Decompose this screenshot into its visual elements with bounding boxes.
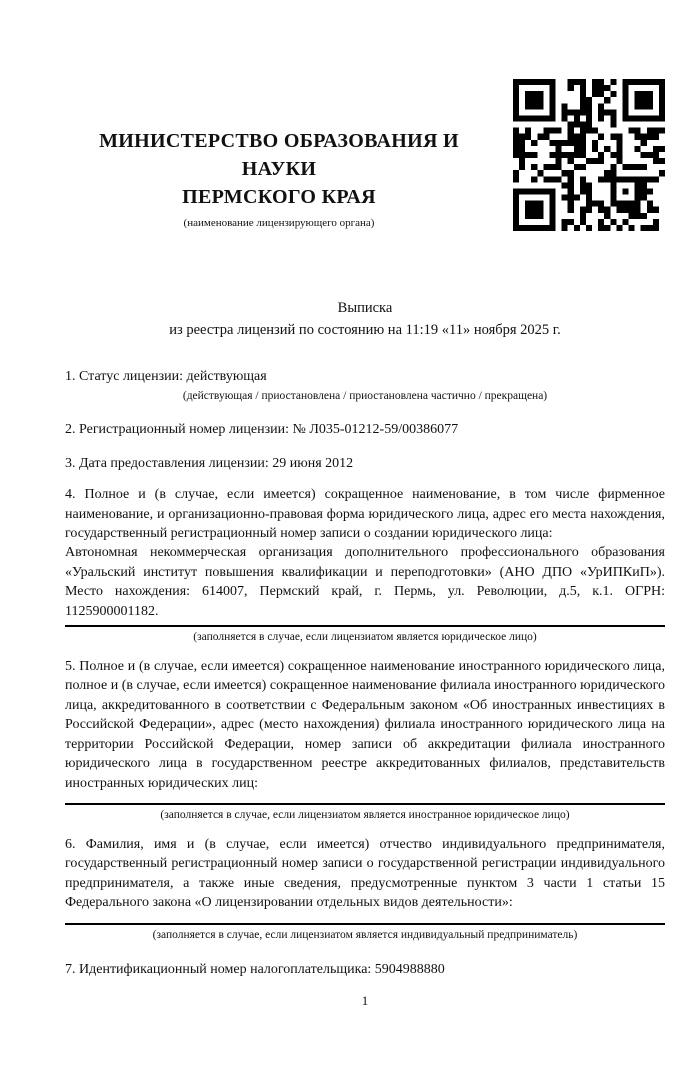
item-legal-entity xyxy=(65,485,665,644)
document-title-line1: Выписка xyxy=(337,300,393,316)
foreign-entity-caption: (заполняется в случае, если лицензиатом является иностранное юридическое лицо) xyxy=(160,808,570,821)
registration-number-text: 2. Регистрационный номер лицензии: № Л035-01212-59/00386077 xyxy=(65,422,459,438)
entrepreneur-label: 6. Фамилия, имя и (в случае, если имеется) отчество индивидуального предпринимателя, государственный регистрационный номер записи о государственной регистрации индивидуального предпринимателя, а также иные сведения, предусмотренные пунктом 3 части 1 статьи 15 Федерального закона «О лицензировании отдельных видов деятельности»: xyxy=(65,836,665,911)
item-license-date xyxy=(65,454,665,473)
license-extract-page xyxy=(0,79,700,1068)
ministry-name-line1: МИНИСТЕРСТВО ОБРАЗОВАНИЯ И НАУКИ xyxy=(99,130,459,180)
qr-code xyxy=(513,79,665,231)
item-foreign-entity xyxy=(65,657,665,822)
ministry-caption: (наименование лицензирующего органа) xyxy=(183,217,375,229)
foreign-entity-rule xyxy=(65,803,665,805)
item-registration-number xyxy=(65,420,665,439)
license-date-text: 3. Дата предоставления лицензии: 29 июня 2012 xyxy=(65,455,354,471)
legal-entity-label: 4. Полное и (в случае, если имеется) сокращенное наименование, в том числе фирменное наименование, и организационно-правовая форма юридического лица, адрес его места нахождения, государственный регистрационный номер записи о создании юридического лица: xyxy=(65,487,665,542)
page-number: 1 xyxy=(361,992,369,1008)
item-taxpayer-id xyxy=(65,960,665,979)
legal-entity-value: Автономная некоммерческая организация дополнительного профессионального образования «Уральский институт повышения квалификации и переподготовки» (АНО ДПО «УрИПКиП»). Место нахождения: 614007, Пермский край, г. Пермь, ул. Революции, д.5, к.1. ОГРН: 1125900001182. xyxy=(65,545,665,619)
entrepreneur-caption: (заполняется в случае, если лицензиатом является индивидуальный предприниматель) xyxy=(152,928,578,941)
document-title xyxy=(65,297,665,341)
item-entrepreneur xyxy=(65,835,665,942)
entrepreneur-rule xyxy=(65,923,665,925)
document-header xyxy=(65,79,665,231)
document-title-line2: из реестра лицензий по состоянию на 11:19 «11» ноября 2025 г. xyxy=(169,322,561,338)
licensing-authority-block xyxy=(65,79,493,230)
qr-code-icon xyxy=(513,79,665,231)
license-status-text: 1. Статус лицензии: действующая xyxy=(65,369,267,384)
ministry-name-line2: ПЕРМСКОГО КРАЯ xyxy=(182,186,376,208)
item-license-status xyxy=(65,367,665,403)
legal-entity-rule xyxy=(65,625,665,627)
taxpayer-id-text: 7. Идентификационный номер налогоплательщика: 5904988880 xyxy=(65,961,445,977)
foreign-entity-label: 5. Полное и (в случае, если имеется) сокращенное наименование иностранного юридического лица, полное и (в случае, если имеется) сокращенное наименование филиала иностранного юридического лица, аккредитованного в соответствии с Федеральным законом «Об иностранных инвестициях в Российской Федерации», адрес (место нахождения) филиала иностранного юридического лица на территории Российской Федерации, номер записи об аккредитации филиала иностранного юридического лица в государственном реестре аккредитованных филиалов, представительств иностранных юридических лиц: xyxy=(65,659,665,791)
license-status-caption: (действующая / приостановлена / приостановлена частично / прекращена) xyxy=(182,390,548,403)
legal-entity-caption: (заполняется в случае, если лицензиатом является юридическое лицо) xyxy=(193,631,537,644)
page-content xyxy=(0,79,700,1009)
